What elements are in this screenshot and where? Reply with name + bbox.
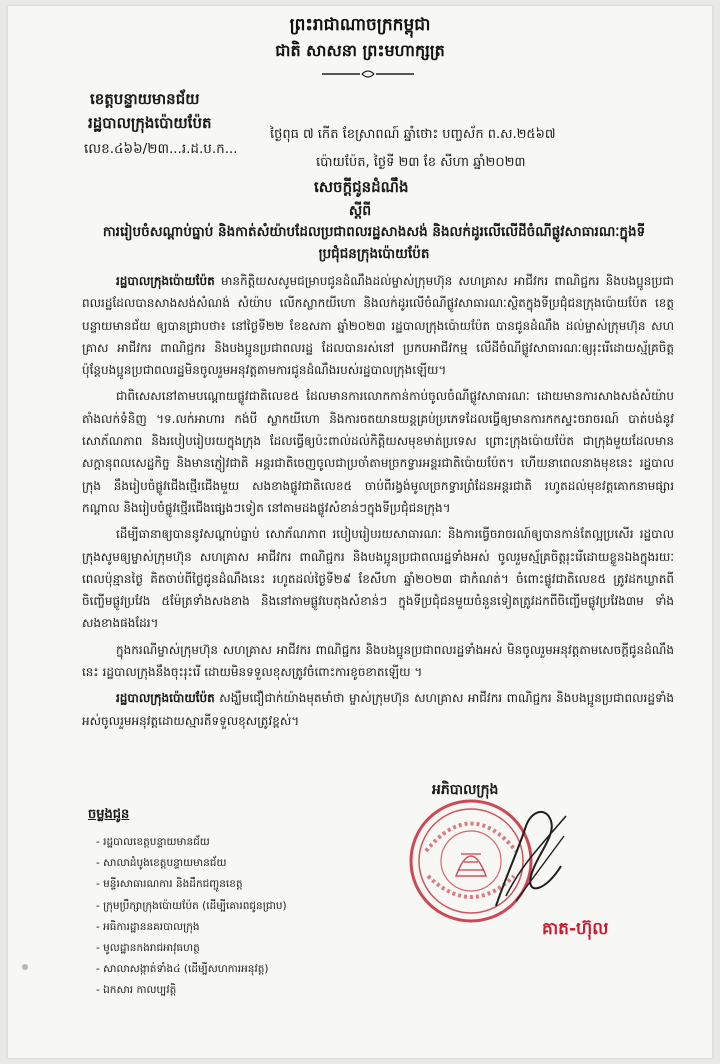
- paragraph-1: [82, 270, 674, 381]
- paragraph-4: ក្នុងករណីម្ចាស់ក្រុមហ៊ុន សហគ្រាស អាជីវករ ពាណិជ្ជករ និងបងប្អូនប្រជាពលរដ្ឋទាំងអស់ មិនចូលរួមអនុវត្តតាមសេចក្តីជូនដំណឹងនេះ រដ្ឋបាលក្រុងនឹងចុះរុះរើ ដោយមិនទទួលខុសត្រូវចំពោះការខូចខាតឡើយ ។: [82, 642, 674, 680]
- paragraph-5-lead: រដ្ឋបាលក្រុងប៉ោយប៉ែត: [116, 691, 215, 706]
- paragraph-2: ជាពិសេសនៅតាមបណ្តោយផ្លូវជាតិលេខ៥ ដែលមានការលោកកាន់កាប់ចូលចំណីផ្លូវសាធារណៈ ដោយមានការសាងសង់សំយ៉ាប តាំងលក់ទំនិញ ។ទ.លក់អាហារ កង់បី ស្លាកយីហោ និងការចតយានយន្តគ្រប់ប្រភេទដែលធ្វើឲ្យមានការកកស្ទះចរាចរណ៍ បាត់បង់នូវសោភ័ណភាព និងរបៀបរៀបរយក្នុងក្រុង ដែលធ្វើឲ្យប៉ះពាល់ដល់កិត្តិយសមុខមាត់ប្រទេស ព្រោះក្រុងប៉ោយប៉ែត ជាក្រុងមួយដែលមានសក្តានុពលសេដ្ឋកិច្ច និងមានភ្ញៀវជាតិ អន្តរជាតិចេញចូលជាប្រចាំតាមច្រកទ្វារអន្តរជាតិប៉ោយប៉ែត។ ហើយនាពេលនាងមុខនេះ រដ្ឋបាលក្រុង នឹងរៀបចំផ្លូវជើងថ្មើរជើងមួយ សងខាងផ្លូវជាតិលេខ៥ ចាប់ពីរង្វង់មូលច្រកទ្វារព្រំដែនអន្តរជាតិ រហូតដល់មុខវត្តគោកនាមផ្សារកណ្តាល និងរៀបចំផ្លូវថ្មើរជើងផ្សេងៗទៀត នៅតាមដងផ្លូវសំខាន់ៗក្នុងទីប្រជុំជនក្រុង។: [82, 389, 674, 515]
- document-page: [8, 6, 712, 1058]
- solar-date: ប៉ោយប៉ែត, ថ្ងៃទី ២៣ ខែ សីហា ឆ្នាំ២០២៣: [316, 155, 526, 170]
- handwritten-signature-icon: [476, 796, 576, 916]
- document-subject: ការរៀបចំសណ្តាប់ធ្នាប់ និងកាត់សំយ៉ាបដែលប្រជាពលរដ្ឋសាងសង់ និងលក់ដូរលើលើដីចំណីផ្លូវសាធារណៈក្នុងទីប្រជុំជនក្រុងប៉ោយប៉ែត: [102, 224, 646, 262]
- notice-body: [82, 270, 674, 736]
- paper-mark: [22, 964, 28, 970]
- kingdom-header: ព្រះរាជាណាចក្រកម្ពុជា: [289, 15, 431, 35]
- reference-number: លេខ.៤៦៦/២៣...រ.ដ.ប.ក...: [84, 141, 238, 157]
- subject-label: ស្តីពី: [348, 203, 372, 219]
- recipients-title: ចម្លងជូន: [88, 807, 130, 822]
- paragraph-3: ដើម្បីធានាឲ្យបាននូវសណ្តាប់ធ្នាប់ សោភ័ណភាព របៀបរៀបរយសាធារណៈ និងការធ្វើចរាចរណ៍ឲ្យបានកាន់តែល្អប្រសើរ រដ្ឋបាលក្រុងសូមឲ្យម្ចាស់ក្រុមហ៊ុន សហគ្រាស អាជីវករ ពាណិជ្ជករ និងបងប្អូនប្រជាពលរដ្ឋទាំងអស់ ចូលរួមស្ម័គ្រចិត្តរុះរើដោយខ្លួនឯងក្នុងរយៈពេលប៉ុន្មានថ្ងៃ គិតចាប់ពីថ្ងៃជូនដំណឹងនេះ រហូតដល់ថ្ងៃទី២៩ ខែសីហា ឆ្នាំ២០២៣ ជាកំណត់។ ចំពោះផ្លូវជាតិលេខ៥ ត្រូវដកឃ្លាតពីចិញ្ចើមផ្លូវប្រវែង ៥ម៉ែត្រទាំងសងខាង និងនៅតាមផ្លូវបេតុងសំខាន់ៗ ក្នុងទីប្រជុំជនមួយចំនួនទៀតត្រូវដកពីចិញ្ចើមផ្លូវប្រវែង៣ម ទាំងសងខាងផងដែរ។: [82, 527, 674, 631]
- recipient-item: - មន្ទីរសាធារណការ និងដឹកជញ្ជូនខេត្ត: [96, 874, 287, 895]
- paragraph-5-text: សង្ឃឹមជឿជាក់យ៉ាងមុតមាំថា ម្ចាស់ក្រុមហ៊ុន សហគ្រាស អាជីវករ ពាណិជ្ជករ និងបងប្អូនប្រជាពលរដ្ឋទាំងអស់ចូលរួមអនុវត្តដោយស្មារតីទទួលខុសត្រូវខ្ពស់។: [82, 691, 674, 728]
- motto-ornament: [320, 68, 416, 80]
- recipient-item: - អធិការដ្ឋាននគរបាលក្រុង: [96, 917, 287, 938]
- paragraph-1-lead: រដ្ឋបាលក្រុងប៉ោយប៉ែត: [116, 274, 215, 288]
- national-motto: ជាតិ សាសនា ព្រះមហាក្សត្រ: [275, 41, 445, 60]
- document-type: សេចក្តីជូនដំណឹង: [314, 178, 409, 196]
- recipient-item: - មូលដ្ឋានកងរាជអាវុធហត្ថ: [96, 938, 287, 959]
- issuer-province: ខេត្តបន្ទាយមានជ័យ: [90, 90, 200, 108]
- recipients-list: [96, 832, 287, 1002]
- signatory-name: គាត-ហ៊ុល: [542, 919, 609, 939]
- signatory-title: អភិបាលក្រុង: [432, 782, 499, 798]
- recipient-item: - សាលាដំបូងខេត្តបន្ទាយមានជ័យ: [96, 853, 287, 874]
- paragraph-1-text: មានកិត្តិយសសូមជម្រាបជូនដំណឹងដល់ម្ចាស់ក្រុមហ៊ុន សហគ្រាស អាជីវករ ពាណិជ្ជករ និងបងប្អូនប្រជាពលរដ្ឋដែលបានសាងសង់សំណង់ សំយ៉ាប លើកស្លាកយីហោ និងលក់ដូរលើចំណីផ្លូវសាធារណៈស្ថិតក្នុងទីប្រជុំជនក្រុងប៉ោយប៉ែត ខេត្តបន្ទាយមានជ័យ ឲ្យបានជ្រាបថា៖ នៅថ្ងៃទី២២ ខែឧសភា ឆ្នាំ២០២៣ រដ្ឋបាលក្រុងប៉ោយប៉ែត បានជូនដំណឹង ដល់ម្ចាស់ក្រុមហ៊ុន សហគ្រាស អាជីវករ ពាណិជ្ជករ និងបងប្អូនប្រជាពលរដ្ឋ ដែលបានរស់នៅ ប្រកបអាជីវកម្ម លើដីចំណីផ្លូវសាធារណៈឲ្យរុះរើដោយស្ម័គ្រចិត្ត ប៉ុន្តែបងប្អូនប្រជាពលរដ្ឋមិនចូលរួមអនុវត្តតាមការជូនដំណឹងរបស់រដ្ឋបាលក្រុងឡើយ។: [82, 274, 674, 378]
- paragraph-5: [82, 687, 674, 732]
- recipient-item: - រដ្ឋបាលខេត្តបន្ទាយមានជ័យ: [96, 832, 287, 853]
- lunar-date: ថ្ងៃពុធ ៧ កើត ខែស្រាពណ៍ ឆ្នាំថោះ បញ្ចស័ក ព.ស.២៥៦៧: [270, 127, 556, 142]
- issuer-administration: រដ្ឋបាលក្រុងប៉ោយប៉ែត: [88, 114, 212, 132]
- recipient-item: - ឯកសារ កាលប្បវត្តិ: [96, 980, 287, 1001]
- recipient-item: - ក្រុមប្រឹក្សាក្រុងប៉ោយប៉ែត (ដើម្បីគោរពជូនជ្រាប): [96, 896, 287, 917]
- recipient-item: - សាលាសង្កាត់ទាំង៤ (ដើម្បីសហការអនុវត្ត): [96, 959, 287, 980]
